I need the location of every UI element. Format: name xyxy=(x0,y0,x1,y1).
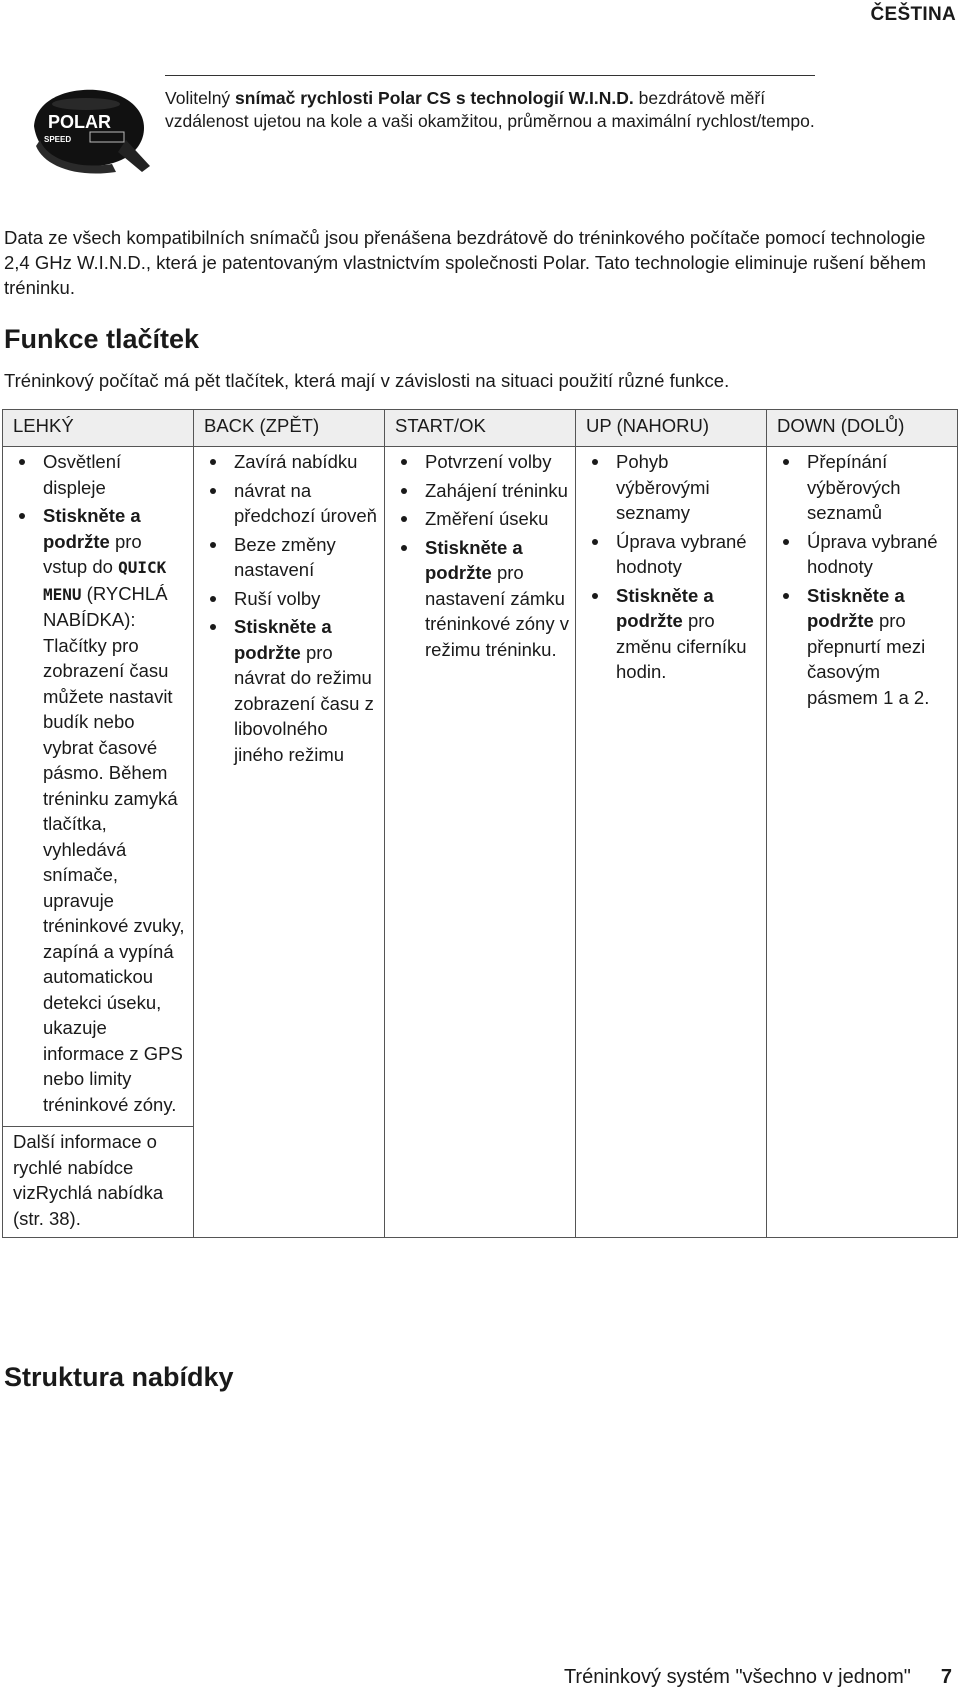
list-item: Zavírá nabídku xyxy=(204,449,378,475)
cell-light xyxy=(3,447,194,1127)
list-item: Zahájení tréninku xyxy=(395,478,569,504)
press-hold-label: Stiskněte a podržte xyxy=(234,616,332,663)
press-hold-label: Stiskněte a podržte xyxy=(425,536,523,583)
header-down: DOWN (DOLŮ) xyxy=(767,410,958,447)
header-up: UP (NAHORU) xyxy=(576,410,767,447)
list-item xyxy=(13,503,187,1117)
list-item: Přepínání výběrových seznamů xyxy=(777,449,951,526)
cell-down xyxy=(767,447,958,1238)
item-text: pro nastavení zámku tréninkové zóny v režimu tréninku. xyxy=(425,562,569,660)
list-item: Změření úseku xyxy=(395,506,569,532)
header-back: BACK (ZPĚT) xyxy=(194,410,385,447)
intro-paragraph: Data ze všech kompatibilních snímačů jsou přenášena bezdrátově do tréninkového počítače pomocí technologie 2,4 GHz W.I.N.D., která je patentovaným vlastnictvím společnosti Polar. Tato technologie eliminuje rušení během tréninku. xyxy=(4,227,927,298)
sensor-brand: POLAR xyxy=(48,112,111,132)
item-text: pro změnu ciferníku hodin. xyxy=(616,610,747,682)
list-item xyxy=(395,535,569,663)
list-item: Ruší volby xyxy=(204,586,378,612)
sensor-text-b: bezdrátově měří vzdálenost ujetou na kole a vaši okamžitou, průměrnou a maximální rychlost/tempo. xyxy=(165,88,815,131)
button-functions-table xyxy=(2,409,958,1238)
list-item: návrat na předchozí úroveň xyxy=(204,478,378,529)
language-label: ČEŠTINA xyxy=(870,4,956,25)
section-description: Tréninkový počítač má pět tlačítek, která mají v závislosti na situaci použití různé funkce. xyxy=(4,370,730,391)
table-header-row xyxy=(3,410,958,447)
list-item: Osvětlení displeje xyxy=(13,449,187,500)
press-hold-label: Stiskněte a podržte xyxy=(616,584,714,631)
quick-menu-label: QUICK MENU xyxy=(43,558,167,604)
cell-start xyxy=(385,447,576,1238)
sensor-label: SPEED xyxy=(44,135,72,144)
list-item xyxy=(777,583,951,711)
speed-sensor-image xyxy=(26,80,154,176)
cell-up xyxy=(576,447,767,1238)
item-text: pro přepnurtí mezi časovým pásmem 1 a 2. xyxy=(807,610,930,708)
footer-text: Tréninkový systém "všechno v jednom" xyxy=(563,1666,911,1688)
section-title-menu-structure: Struktura nabídky xyxy=(4,1362,234,1392)
list-item xyxy=(204,614,378,767)
table-row xyxy=(3,447,958,1127)
item-text: pro vstup do xyxy=(43,530,142,577)
list-item: Potvrzení volby xyxy=(395,449,569,475)
press-hold-label: Stiskněte a podržte xyxy=(43,505,141,552)
list-item: Úprava vybrané hodnoty xyxy=(586,529,760,580)
cell-light-note: Další informace o rychlé nabídce vizRychlá nabídka (str. 38). xyxy=(3,1127,194,1238)
header-light: LEHKÝ xyxy=(3,410,194,447)
list-item: Beze změny nastavení xyxy=(204,532,378,583)
press-hold-label: Stiskněte a podržte xyxy=(807,584,905,631)
list-item: Pohyb výběrovými seznamy xyxy=(586,449,760,526)
sensor-info xyxy=(18,75,818,185)
header-start: START/OK xyxy=(385,410,576,447)
item-text: pro návrat do režimu zobrazení času z libovolného jiného režimu xyxy=(234,641,374,765)
list-item: Úprava vybrané hodnoty xyxy=(777,529,951,580)
sensor-text-a: Volitelný xyxy=(165,88,236,108)
sensor-description xyxy=(165,87,815,133)
item-text: (RYCHLÁ NABÍDKA): Tlačítky pro zobrazení času můžete nastavit budík nebo vybrat časové pásmo. Během tréninku zamyká tlačítka, vyhledává snímače, upravuje tréninkové zvuky, zapíná a vypíná automatickou detekci úseku, ukazuje informace z GPS nebo limity tréninkové zóny. xyxy=(43,582,185,1115)
cell-back xyxy=(194,447,385,1238)
sensor-text-bold: snímač rychlosti Polar CS s technologií W.I.N.D. xyxy=(235,88,634,108)
list-item xyxy=(586,583,760,685)
divider xyxy=(165,75,815,76)
section-title-buttons: Funkce tlačítek xyxy=(4,324,200,354)
page-footer xyxy=(564,1666,952,1689)
page-number: 7 xyxy=(940,1666,952,1688)
